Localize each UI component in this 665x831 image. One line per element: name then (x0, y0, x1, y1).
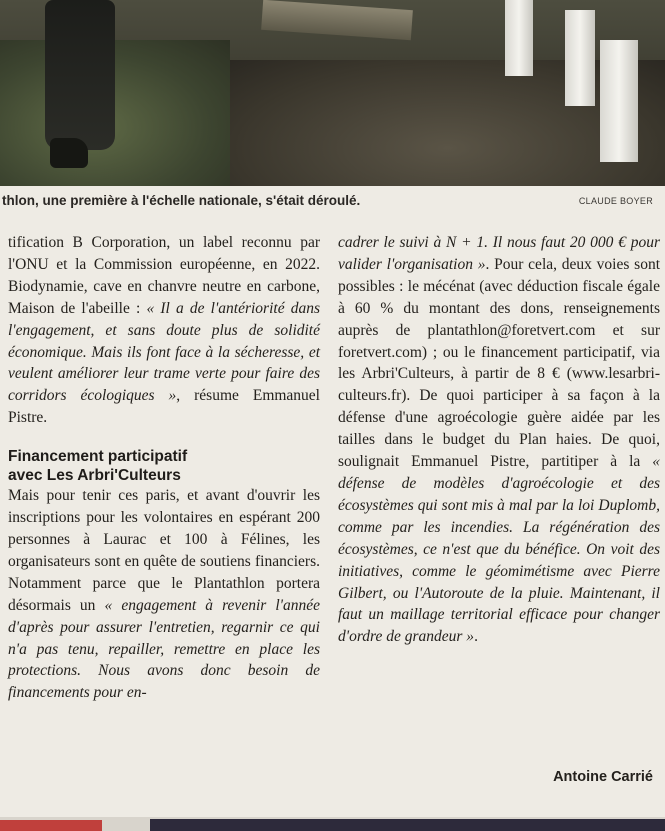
paragraph-text: tification B Corporation, un label reconnu par l'ONU et la Commission européenne, en 2022. Biodynamie, cave en chanvre neutre en carbone, Maison de l'abeille : (8, 234, 320, 317)
quotation: cadrer le suivi à N + 1. Il nous faut 20 000 € pour valider l'organisation » (338, 234, 660, 273)
article-photo (0, 0, 665, 186)
article-paragraph (8, 232, 320, 429)
paragraph-text: Mais pour tenir ces paris, et avant d'ouvrir les inscriptions pour les volontaires en espérant 200 personnes à Laurac et 100 à Félines, les organisateurs sont en quête de soutiens financiers. Notamment parce que le Plantathlon portera désormais un (8, 487, 320, 614)
article-paragraph (338, 232, 660, 648)
next-article-dark-band (150, 819, 665, 831)
article-paragraph (8, 485, 320, 704)
photo-credit: CLAUDE BOYER (578, 196, 653, 206)
photo-tree-guard (565, 10, 595, 106)
article-column-right (338, 232, 660, 648)
paragraph-text: . (474, 628, 478, 646)
article-subheading (8, 447, 320, 485)
photo-boot (50, 138, 88, 168)
quotation: « défense de modèles d'agroécologie et des écosystèmes qui sont mis à mal par la loi Duplomb, comme par les incendies. La régénération des écosystèmes, ce n'est que du bénéfice. On voit des initiatives, comme le géomimétisme avec Pierre Gilbert, ou l'Autoroute de la pluie. Maintenant, il faut un maillage territorial efficace pour changer d'ordre de grandeur » (338, 453, 660, 646)
subheading-line: avec Les Arbri'Culteurs (8, 467, 181, 485)
photo-tree-guard (505, 0, 533, 76)
photo-tree-guard (600, 40, 638, 162)
photo-person-legs (45, 0, 115, 150)
photo-caption (0, 189, 665, 215)
quotation: « engagement à revenir l'année d'après pour assurer l'entretien, regarnir ce qui n'a pas tenu, repailler, remettre en place les protections. Nous avons donc besoin de financements pour en- (8, 596, 320, 702)
paragraph-text: , résume Emmanuel Pistre. (8, 387, 320, 427)
photo-grass (0, 40, 230, 186)
caption-text: thlon, une première à l'échelle nationale, s'était déroulé. (2, 193, 361, 208)
next-article-edge (0, 817, 665, 831)
article-column-left (8, 232, 320, 704)
author-signature: Antoine Carrié (553, 769, 653, 785)
paragraph-text: . Pour cela, deux voies sont possibles : le mécénat (avec déduction fiscale égale à 60 % du montant des dons, renseignements auprès de plantathlon@foretvert.com et sur foretvert.com) ; ou le financement participatif, via les Arbri'Culteurs, à partir de 8 € (www.lesarbri-culteurs.fr). De quoi participer à sa façon à la défense d'une agroécologie guère aidée par les tailles dans le budget du Plan haies. De quoi, soulignait Emmanuel Pistre, partitiper à la (338, 255, 660, 471)
photo-plank (261, 0, 413, 40)
next-article-red-band (0, 820, 102, 831)
quotation: « Il a de l'antériorité dans l'engagement, et sans doute plus de solidité économique. Mais ils font face à la sécheresse, et veulent améliorer leur trame verte pour faire des corridors écologiques » (8, 299, 320, 405)
subheading-line: Financement participatif (8, 448, 188, 466)
